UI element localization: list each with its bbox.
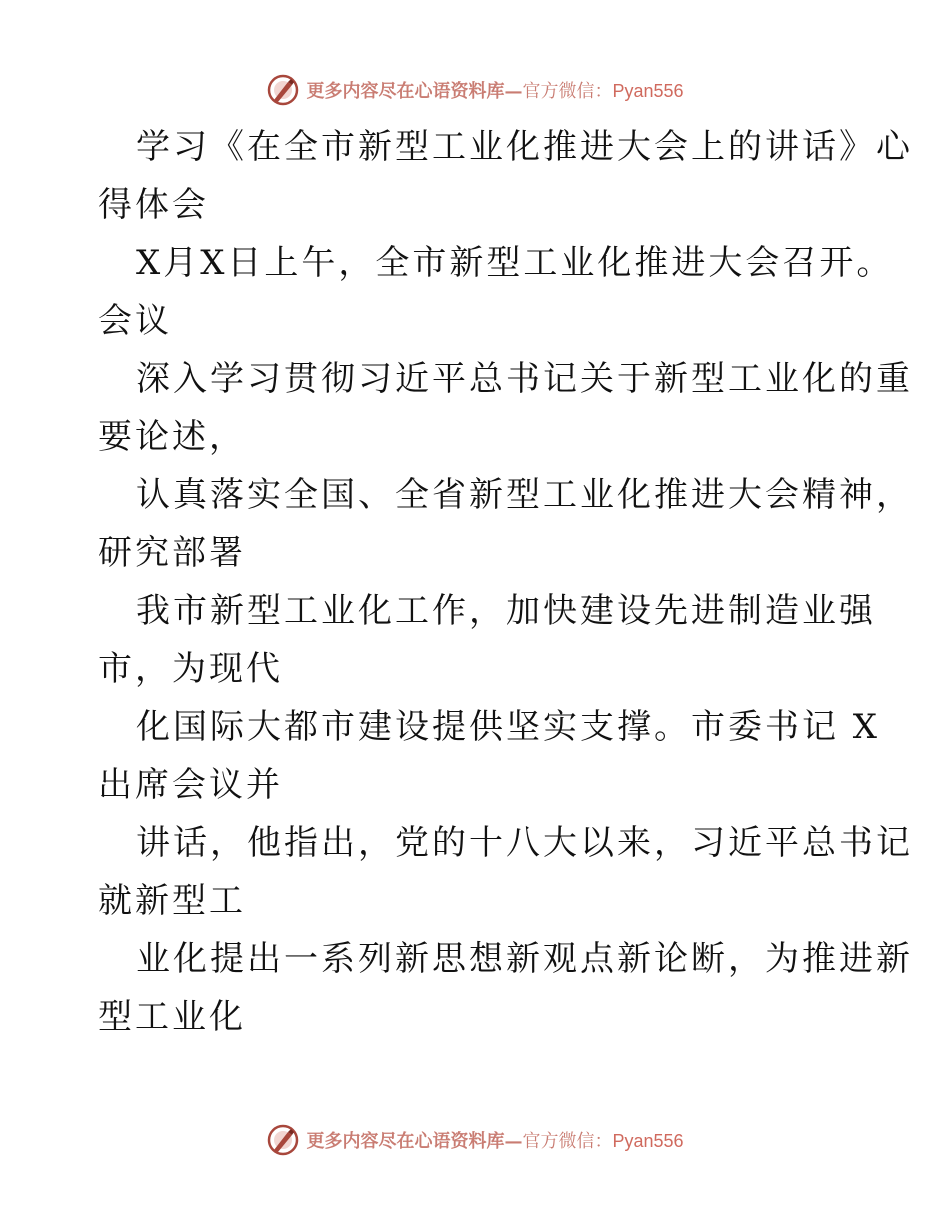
paragraph-line: 要论述， (98, 417, 246, 457)
paragraph-line: 型工业化 (98, 997, 246, 1037)
paragraph-line: 化国际大都市建设提供坚实支撑。市委书记 X (136, 707, 881, 747)
document-body (98, 118, 913, 1046)
paragraph-line: 认真落实全国、全省新型工业化推进大会精神， (136, 475, 913, 515)
paragraph-line: 深入学习贯彻习近平总书记关于新型工业化的重 (136, 359, 913, 399)
paragraph-line: 讲话，他指出，党的十八大以来，习近平总书记 (136, 823, 913, 863)
title-line-1: 学习《在全市新型工业化推进大会上的讲话》心 (136, 127, 913, 167)
banner-dash: — (504, 1131, 523, 1152)
banner-wechat-id: Pyan556 (612, 1131, 684, 1151)
banner-dash: — (504, 81, 523, 102)
pen-logo-icon (266, 1123, 300, 1157)
paragraph-line: 市，为现代 (98, 649, 283, 689)
paragraph-line: 就新型工 (98, 881, 246, 921)
paragraph-line: 会议 (98, 301, 172, 341)
banner-wechat-label: 官方微信： (522, 81, 613, 102)
paragraph-line: X月X日上午，全市新型工业化推进大会召开。 (136, 243, 894, 283)
banner-prefix: 更多内容尽在心语资料库 (306, 1131, 505, 1152)
banner-wechat-id: Pyan556 (612, 81, 684, 101)
footer-watermark-banner (0, 1120, 950, 1160)
banner-wechat-label: 官方微信： (522, 1131, 613, 1152)
header-watermark-banner (0, 70, 950, 110)
banner-text (306, 1127, 683, 1153)
paragraph-line: 出席会议并 (98, 765, 283, 805)
banner-text (306, 77, 683, 103)
pen-logo-icon (266, 73, 300, 107)
paragraph-line: 业化提出一系列新思想新观点新论断，为推进新 (136, 939, 913, 979)
paragraph-line: 研究部署 (98, 533, 246, 573)
banner-prefix: 更多内容尽在心语资料库 (306, 81, 505, 102)
paragraph-line: 我市新型工业化工作，加快建设先进制造业强 (136, 591, 876, 631)
title-line-2: 得体会 (98, 185, 209, 225)
